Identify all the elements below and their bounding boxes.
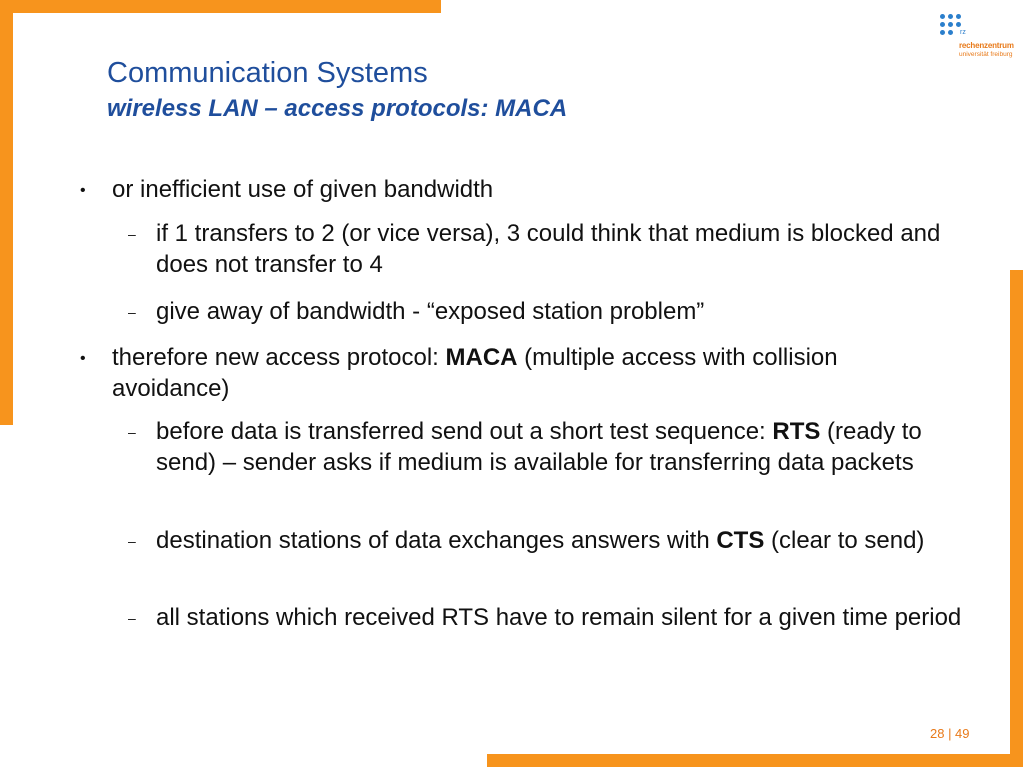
- sub-bullet-item: give away of bandwidth - “exposed station problem”: [156, 298, 705, 325]
- sub-bullet-item: [156, 525, 966, 556]
- bullet-item: or inefficient use of given bandwidth: [112, 176, 494, 203]
- sub-bullet-item: all stations which received RTS have to remain silent for a given time period: [156, 604, 962, 631]
- slide-subtitle: wireless LAN – access protocols: MACA: [107, 95, 568, 122]
- bullet-item: [112, 342, 952, 404]
- rts-term: RTS: [772, 418, 821, 445]
- sub-bullet-item: [156, 416, 966, 478]
- dash-marker: –: [128, 304, 136, 320]
- sub-bullet-text: before data is transferred send out a short test sequence:: [156, 418, 773, 445]
- dash-marker: –: [128, 226, 136, 242]
- bullet-marker: •: [80, 350, 86, 367]
- sub-bullet-item: if 1 transfers to 2 (or vice versa), 3 could think that medium is blocked and does not transfer to 4: [156, 220, 941, 278]
- slide-title: Communication Systems: [107, 57, 428, 89]
- cts-term: CTS: [716, 527, 765, 554]
- dash-marker: –: [128, 533, 136, 549]
- bullet-text: (multiple access with collision avoidance): [112, 344, 838, 402]
- page-number: 28 | 49: [930, 726, 970, 741]
- logo-abbr: rz: [960, 29, 966, 36]
- maca-term: MACA: [445, 344, 518, 371]
- sub-bullet-text: destination stations of data exchanges answers with: [156, 527, 717, 554]
- logo-name: rechenzentrum: [959, 41, 1014, 50]
- sub-bullet-text: (ready to send) – sender asks if medium is available for transferring data packets: [156, 418, 922, 476]
- bullet-text: therefore new access protocol:: [112, 344, 446, 371]
- sub-bullet-text: (clear to send): [764, 527, 925, 554]
- dash-marker: –: [128, 424, 136, 440]
- dash-marker: –: [128, 610, 136, 626]
- bullet-marker: •: [80, 182, 86, 199]
- logo-university: universität freiburg: [959, 51, 1013, 58]
